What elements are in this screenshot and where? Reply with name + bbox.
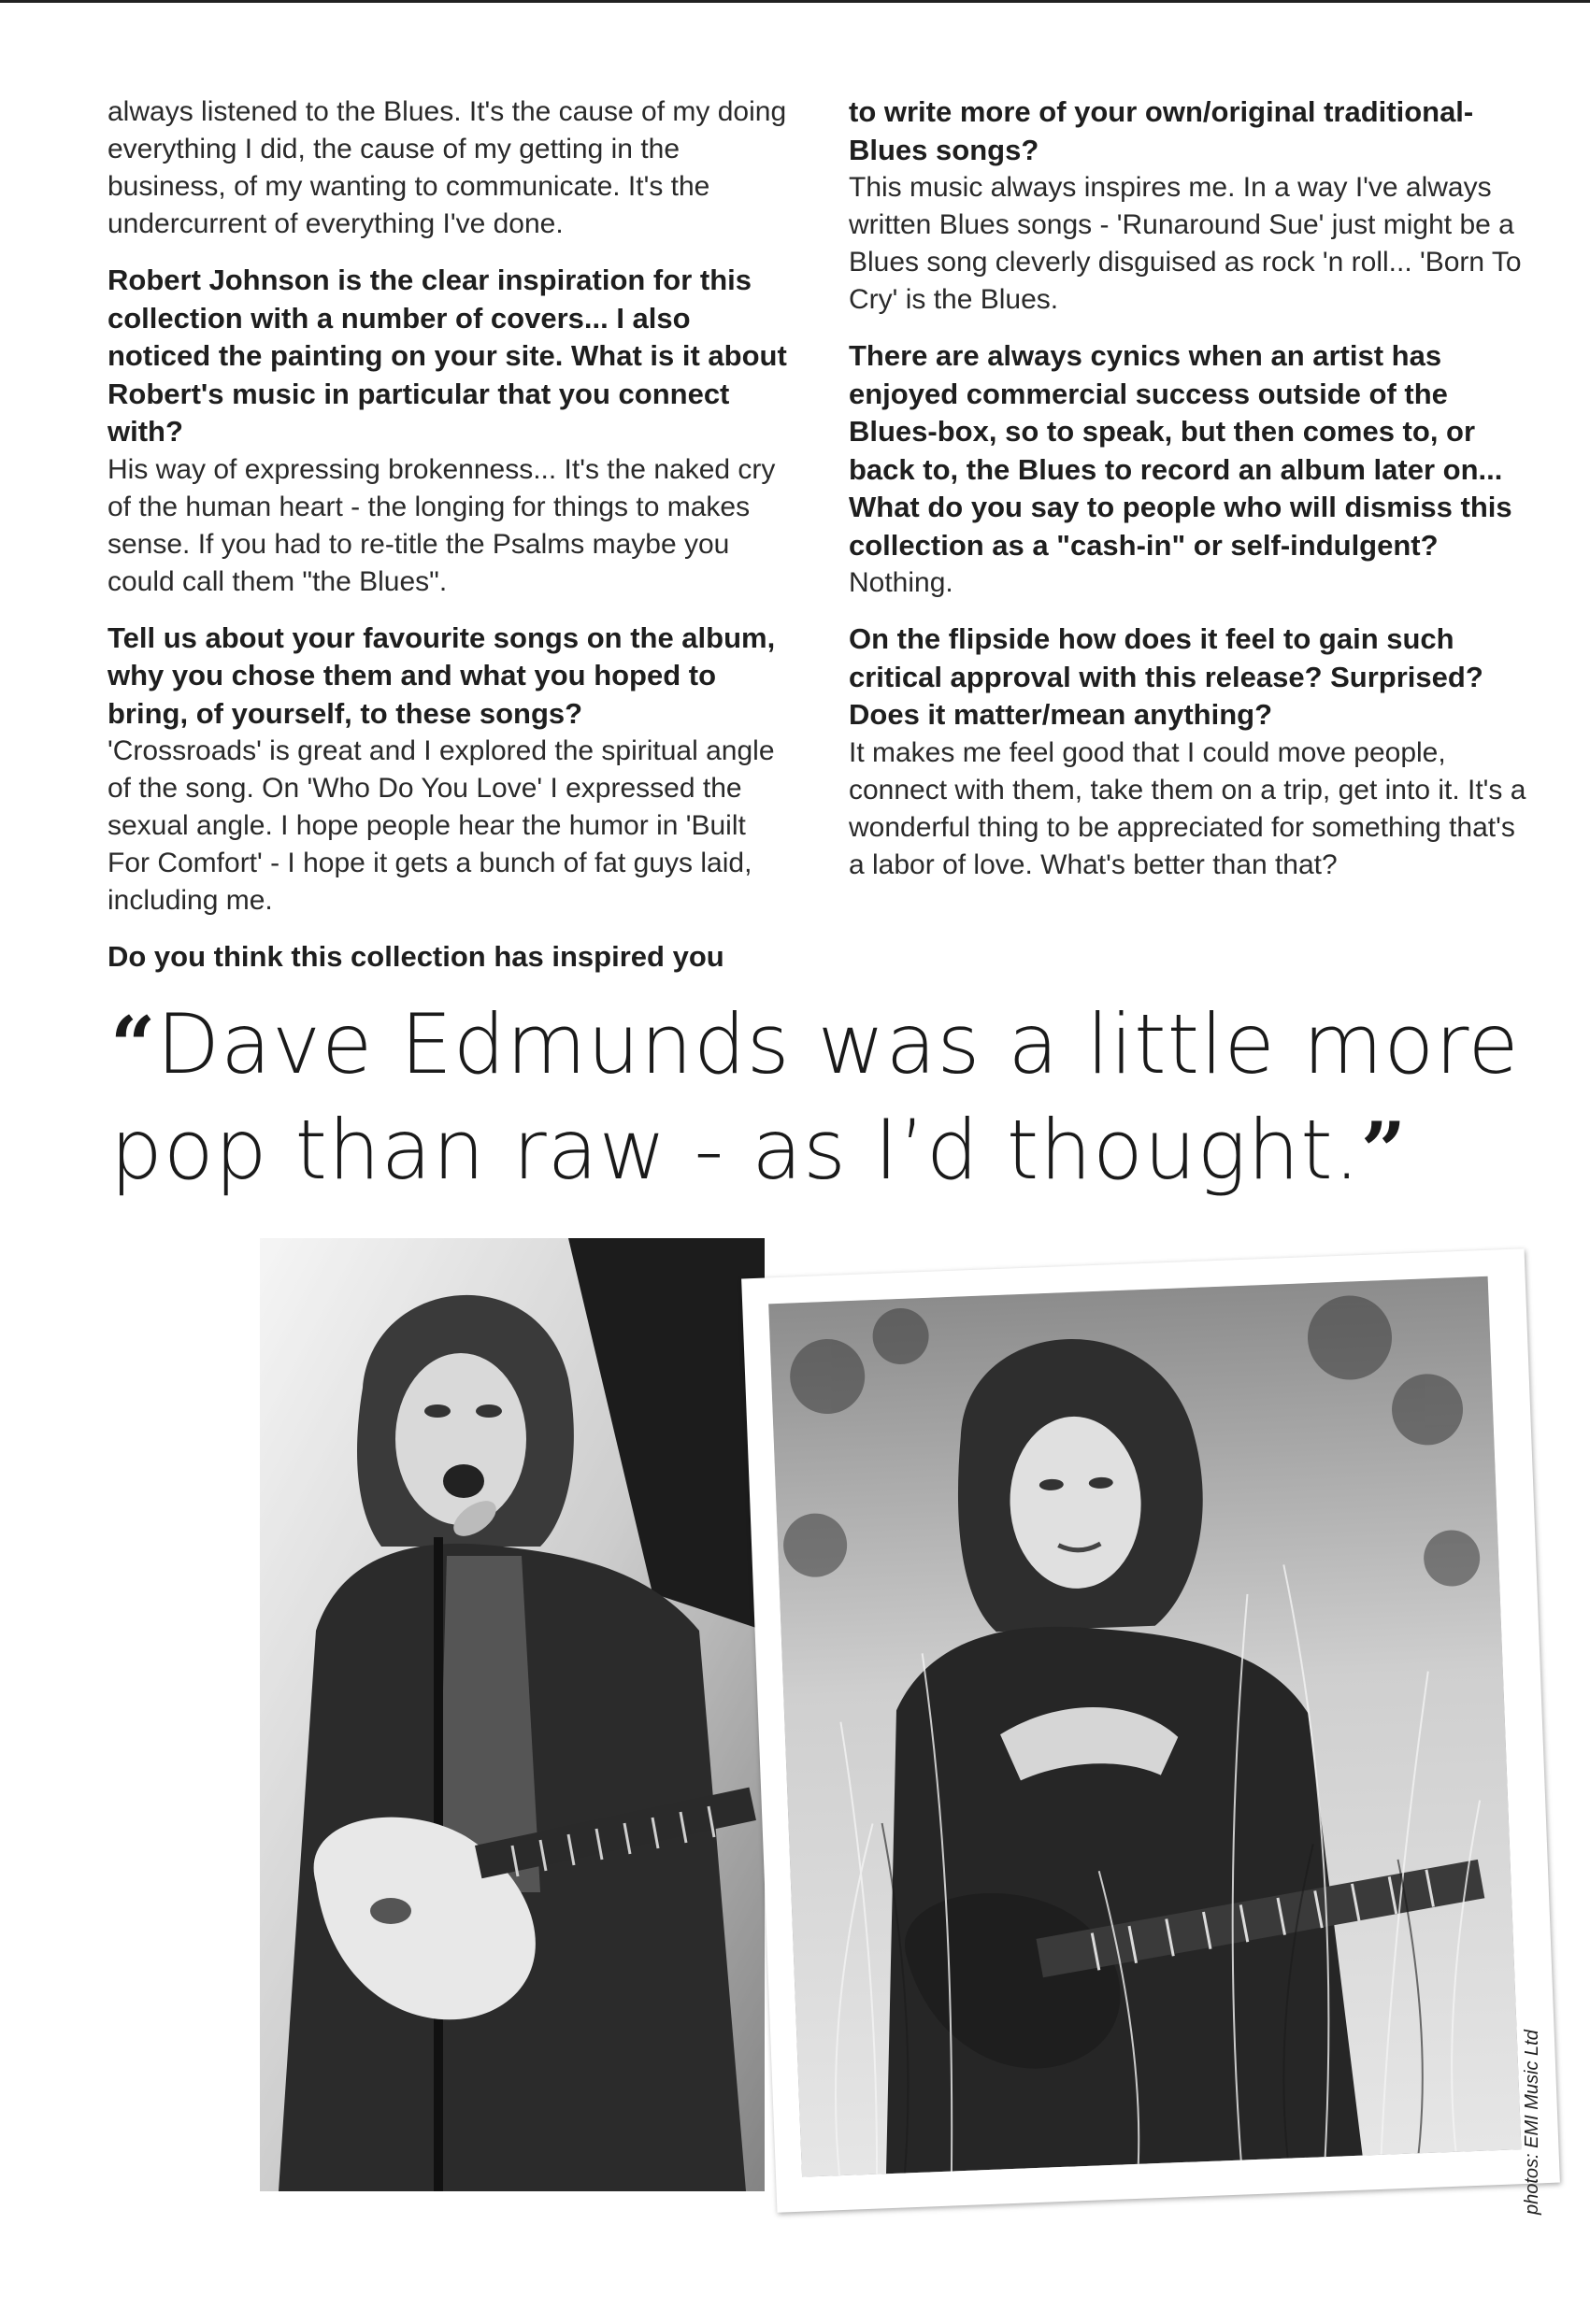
musician-photo-illustration xyxy=(768,1276,1521,2177)
photo-musician-in-grass xyxy=(768,1276,1521,2177)
question-paragraph: There are always cynics when an artist has enjoyed commercial success outside of the Blues-box, so to speak, but then comes to, or back to, the Blues to record an album later on... What do you say to people who will dismiss this collection as a "cash-in" or self-indulgent? xyxy=(849,339,1512,562)
photo-singer-with-microphone xyxy=(260,1238,765,2191)
question-paragraph: Do you think this collection has inspired you xyxy=(107,940,724,973)
pull-quote-text-1: Dave Edmunds was a little more xyxy=(156,996,1520,1092)
page-top-rule xyxy=(0,0,1590,3)
open-quote-mark: “ xyxy=(110,999,157,1091)
pull-quote-text-2: pop than raw - as I’d thought. xyxy=(110,1102,1361,1198)
answer-paragraph: It makes me feel good that I could move people, connect with them, take them on a trip, get into it. It's a wonderful thing to be appreciated for something that's a labor of love. What's better than that? xyxy=(849,736,1526,880)
pull-quote-line-2 xyxy=(110,1098,1550,1204)
photo-credit: photos: EMI Music Ltd xyxy=(1522,2030,1542,2215)
photo-frame-musician-in-grass xyxy=(741,1248,1560,2212)
right-column xyxy=(849,93,1536,884)
answer-paragraph: This music always inspires me. In a way I've always written Blues songs - 'Runaround Sue' just might be a Blues song cleverly disguised as rock 'n roll... 'Born To Cry' is the Blues. xyxy=(849,172,1522,315)
question-paragraph: Robert Johnson is the clear inspiration for this collection with a number of covers... I also noticed the painting on your site. What is it about Robert's music in particular that you connect with? xyxy=(107,264,787,448)
close-quote-mark: ” xyxy=(1360,1105,1408,1197)
answer-paragraph: always listened to the Blues. It's the cause of my doing everything I did, the cause of my getting in the business, of my wanting to communicate. It's the undercurrent of everything I've done. xyxy=(107,96,787,239)
answer-paragraph: His way of expressing brokenness... It's the naked cry of the human heart - the longing for things to makes sense. If you had to re-title the Psalms maybe you could call them "the Blues". xyxy=(107,453,776,597)
answer-paragraph: Nothing. xyxy=(849,567,953,598)
singer-photo-illustration xyxy=(260,1238,765,2191)
question-paragraph: to write more of your own/original traditional-Blues songs? xyxy=(849,95,1474,166)
question-paragraph: On the flipside how does it feel to gain such critical approval with this release? Surprised? Does it matter/mean anything? xyxy=(849,622,1483,731)
left-column xyxy=(107,93,795,977)
pull-quote xyxy=(110,992,1550,1204)
answer-paragraph: 'Crossroads' is great and I explored the spiritual angle of the song. On 'Who Do You Love' I expressed the sexual angle. I hope people hear the humor in 'Built For Comfort' - I hope it gets a bunch of fat guys laid, including me. xyxy=(107,735,775,916)
pull-quote-line-1 xyxy=(110,992,1550,1098)
question-paragraph: Tell us about your favourite songs on the album, why you chose them and what you hoped to bring, of yourself, to these songs? xyxy=(107,620,776,730)
